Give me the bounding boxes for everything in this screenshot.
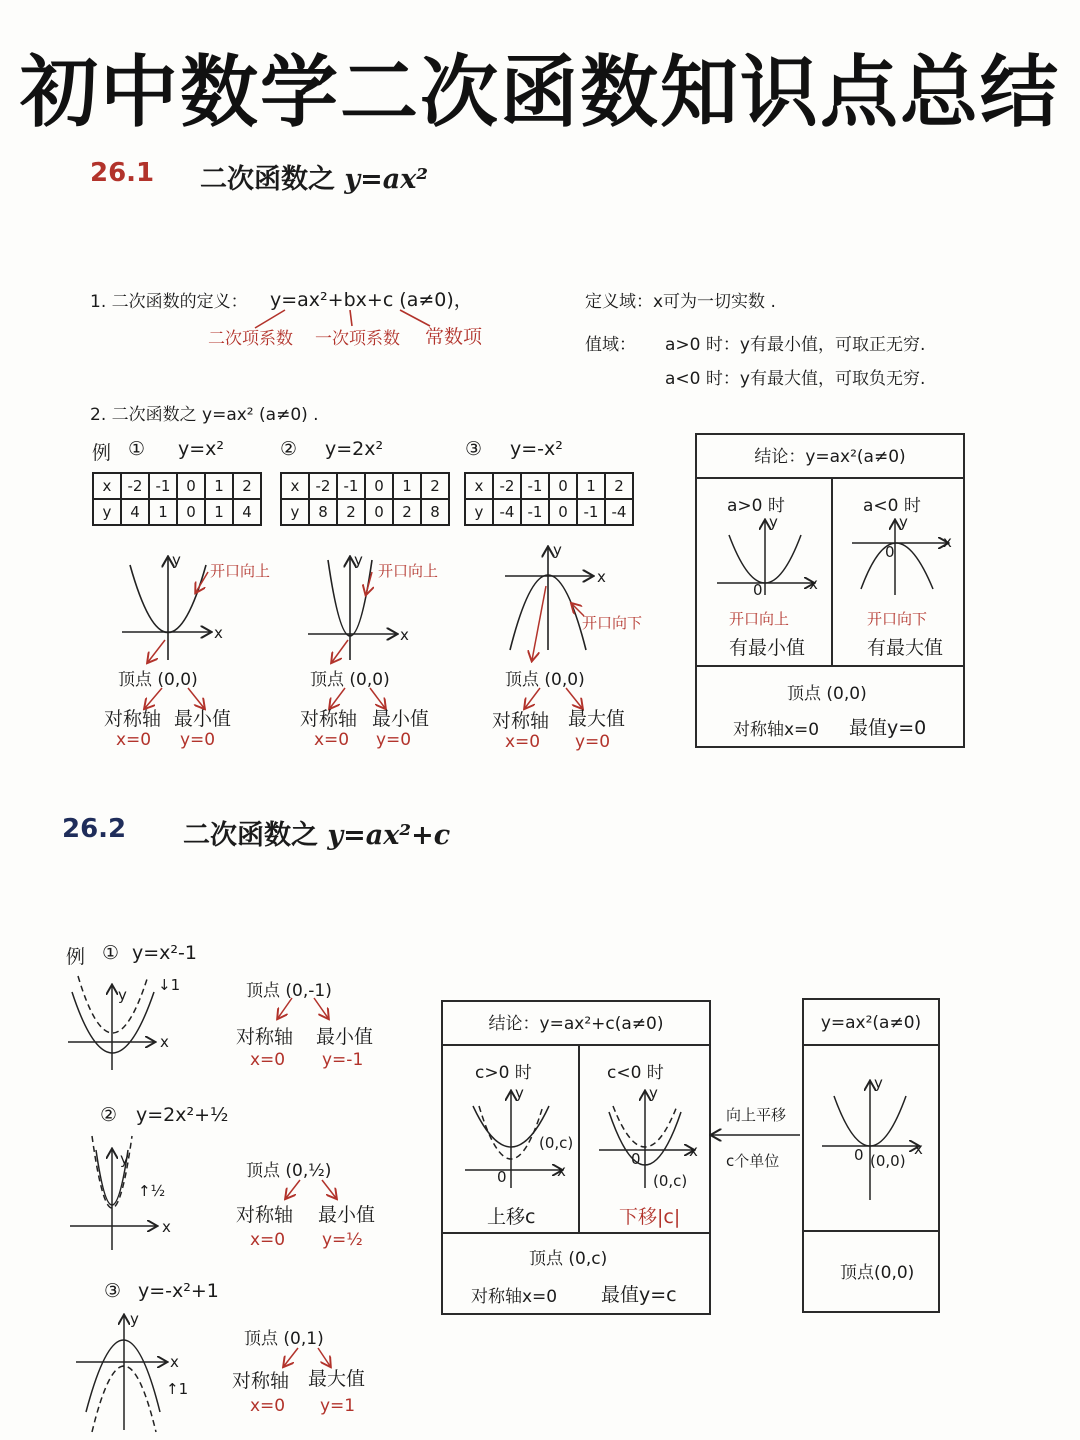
- y-label: y: [130, 1310, 139, 1328]
- graph3-x-label: x: [597, 568, 606, 586]
- conclusion-2-right-pt: (0,c): [653, 1172, 688, 1190]
- ex1-vertex: 顶点 (0,0): [118, 670, 198, 690]
- x-label: x: [809, 575, 818, 593]
- s2-ex2-ext-eq: y=½: [322, 1230, 363, 1250]
- s2-ex3-axis-eq: x=0: [250, 1396, 286, 1416]
- example-1-index: ①: [128, 438, 146, 460]
- graph2-open-label: 开口向上: [378, 562, 439, 580]
- s2-ex1-vertex: 顶点 (0,-1): [246, 981, 332, 1001]
- subsection-2: 2. 二次函数之 y=ax² (a≠0) .: [90, 405, 319, 425]
- example-label: 例: [92, 442, 112, 464]
- conclusion-1-right-ext: 有最大值: [867, 637, 944, 659]
- table-cell: 0: [549, 473, 577, 499]
- s2-ex1-func: y=x²-1: [132, 942, 197, 964]
- table-cell: -1: [337, 473, 365, 499]
- table-cell: 0: [177, 499, 205, 525]
- table-cell: 0: [365, 499, 393, 525]
- table-cell: x: [93, 473, 121, 499]
- conclusion-2-head: 结论：y=ax²+c(a≠0): [443, 1002, 709, 1046]
- table-cell: x: [465, 473, 493, 499]
- section-title-text: 二次函数之: [183, 820, 318, 851]
- graph1-y-label: y: [172, 551, 181, 569]
- section-title-math: y=ax²+c: [327, 820, 451, 851]
- x-label: x: [162, 1218, 171, 1236]
- conclusion-1-vertex: 顶点 (0,0): [787, 684, 867, 704]
- s2-ex1-index: ①: [102, 942, 120, 964]
- s2-ex3-axis: 对称轴: [232, 1370, 290, 1392]
- ex2-ext: 最小值: [372, 708, 430, 730]
- domain-text: 定义域：x可为一切实数 .: [585, 292, 776, 312]
- conclusion-2-right-cond: c<0 时: [607, 1063, 664, 1083]
- ex1-ext-eq: y=0: [180, 730, 216, 750]
- ex2-axis-eq: x=0: [314, 730, 350, 750]
- s2-ex3-vertex: 顶点 (0,1): [244, 1329, 324, 1349]
- example-3-index: ③: [465, 438, 483, 460]
- origin-label: 0: [753, 581, 763, 599]
- s2-example-label: 例: [66, 946, 86, 968]
- graph1-x-label: x: [214, 624, 223, 642]
- conclusion-2-left-pt: (0,c): [539, 1134, 574, 1152]
- table-cell: -2: [309, 473, 337, 499]
- conclusion-2-left-cond: c>0 时: [475, 1063, 532, 1083]
- table-cell: 2: [421, 473, 449, 499]
- conclusion-1-left-cond: a>0 时: [727, 496, 785, 516]
- x-label: x: [170, 1353, 179, 1371]
- s2-ex2-ext: 最小值: [318, 1204, 376, 1226]
- s2-ex2-shift: ↑½: [138, 1182, 166, 1200]
- graph3-open-label: 开口向下: [582, 614, 643, 632]
- s2-ex3-shift: ↑1: [166, 1380, 189, 1398]
- graph1-open-label: 开口向上: [210, 562, 271, 580]
- table-cell: 4: [233, 499, 261, 525]
- definition-formula: y=ax²+bx+c (a≠0)，: [270, 289, 473, 311]
- y-label: y: [899, 513, 908, 531]
- table-cell: -1: [521, 473, 549, 499]
- s2-ex1-axis-eq: x=0: [250, 1050, 286, 1070]
- x-label: x: [689, 1142, 698, 1160]
- term-linear-coef: 一次项系数: [315, 329, 400, 349]
- conclusion-2-right-move: 下移|c|: [619, 1206, 681, 1228]
- definition-label: 1. 二次函数的定义：: [90, 292, 248, 312]
- table-cell: 8: [421, 499, 449, 525]
- ex3-ext: 最大值: [568, 708, 626, 730]
- ex3-ext-eq: y=0: [575, 732, 611, 752]
- ex2-axis: 对称轴: [300, 708, 358, 730]
- table-cell: y: [465, 499, 493, 525]
- s2-ex2-index: ②: [100, 1104, 118, 1126]
- ex3-axis: 对称轴: [492, 710, 550, 732]
- table-cell: 2: [233, 473, 261, 499]
- conclusion-2-vertex: 顶点 (0,c): [529, 1249, 608, 1269]
- s2-ex3-func: y=-x²+1: [138, 1280, 219, 1302]
- range-positive: a>0 时：y有最小值，可取正无穷.: [665, 335, 926, 355]
- table-cell: 4: [121, 499, 149, 525]
- range-negative: a<0 时：y有最大值，可取负无穷.: [665, 369, 926, 389]
- section-title-text: 二次函数之: [200, 164, 335, 195]
- conclusion-1-ext: 最值y=0: [849, 717, 927, 739]
- ex3-vertex: 顶点 (0,0): [505, 670, 585, 690]
- table-cell: -2: [493, 473, 521, 499]
- origin-label: 0: [497, 1168, 507, 1186]
- y-label: y: [649, 1084, 658, 1102]
- table-cell: -1: [577, 499, 605, 525]
- example-3-func: y=-x²: [510, 438, 563, 460]
- term-quadratic-coef: 二次项系数: [208, 329, 293, 349]
- table-cell: 0: [365, 473, 393, 499]
- ex1-axis: 对称轴: [104, 708, 162, 730]
- y-label: y: [769, 513, 778, 531]
- table-cell: y: [93, 499, 121, 525]
- x-label: x: [914, 1140, 923, 1158]
- shift-note-2: c个单位: [726, 1152, 780, 1170]
- conclusion-1-right-cond: a<0 时: [863, 496, 921, 516]
- ex1-ext: 最小值: [174, 708, 232, 730]
- origin-label: 0: [854, 1146, 864, 1164]
- origin-label: 0: [885, 543, 895, 561]
- table-cell: 2: [605, 473, 633, 499]
- s2-ex1-ext: 最小值: [316, 1026, 374, 1048]
- y-label: y: [120, 1150, 129, 1168]
- s2-ex2-axis-eq: x=0: [250, 1230, 286, 1250]
- table-cell: x: [281, 473, 309, 499]
- shift-note-1: 向上平移: [726, 1106, 787, 1124]
- x-label: x: [557, 1162, 566, 1180]
- table-cell: 0: [549, 499, 577, 525]
- table-cell: -1: [521, 499, 549, 525]
- table-cell: 2: [393, 499, 421, 525]
- table-cell: -4: [605, 499, 633, 525]
- table-cell: -4: [493, 499, 521, 525]
- conclusion-2-ext: 最值y=c: [601, 1284, 677, 1306]
- table-cell: -2: [121, 473, 149, 499]
- conclusion-1-left-open: 开口向上: [729, 610, 790, 628]
- ex2-vertex: 顶点 (0,0): [310, 670, 390, 690]
- example-1-func: y=x²: [178, 438, 225, 460]
- table-cell: 1: [205, 499, 233, 525]
- page-title: 初中数学二次函数知识点总结: [19, 48, 1060, 138]
- conclusion-1-left-ext: 有最小值: [729, 637, 806, 659]
- s2-ex1-axis: 对称轴: [236, 1026, 294, 1048]
- s2-ex2-func: y=2x²+½: [136, 1104, 229, 1126]
- x-label: x: [943, 533, 952, 551]
- example-2-index: ②: [280, 438, 298, 460]
- graph2-x-label: x: [400, 626, 409, 644]
- origin-label: 0: [631, 1150, 641, 1168]
- base-box: [802, 998, 940, 1313]
- table-cell: 8: [309, 499, 337, 525]
- example-2-func: y=2x²: [325, 438, 384, 460]
- conclusion-1-head: 结论：y=ax²(a≠0): [697, 435, 963, 479]
- s2-ex3-index: ③: [104, 1280, 122, 1302]
- base-vertex: 顶点(0,0): [840, 1263, 915, 1283]
- term-constant: 常数项: [425, 326, 483, 348]
- section-title-math: y=ax²: [344, 164, 429, 195]
- ex3-axis-eq: x=0: [505, 732, 541, 752]
- conclusion-2-axis: 对称轴x=0: [471, 1287, 558, 1307]
- section-number-26-2: 26.2: [62, 814, 127, 844]
- y-label: y: [118, 986, 127, 1004]
- ex1-axis-eq: x=0: [116, 730, 152, 750]
- ex2-ext-eq: y=0: [376, 730, 412, 750]
- table-cell: -1: [149, 473, 177, 499]
- base-head: y=ax²(a≠0): [804, 1000, 938, 1046]
- s2-ex2-vertex: 顶点 (0,½): [246, 1161, 332, 1181]
- table-cell: 1: [577, 473, 605, 499]
- conclusion-1-right-open: 开口向下: [867, 610, 928, 628]
- graph2-y-label: y: [354, 551, 363, 569]
- s2-ex2-axis: 对称轴: [236, 1204, 294, 1226]
- s2-ex1-shift: ↓1: [158, 976, 181, 994]
- x-label: x: [160, 1033, 169, 1051]
- y-label: y: [515, 1084, 524, 1102]
- conclusion-2-left-move: 上移c: [487, 1206, 536, 1228]
- table-cell: 1: [205, 473, 233, 499]
- table-cell: 1: [149, 499, 177, 525]
- table-cell: 0: [177, 473, 205, 499]
- conclusion-1-axis: 对称轴x=0: [733, 720, 820, 740]
- s2-ex1-ext-eq: y=-1: [322, 1050, 364, 1070]
- graph3-y-label: y: [553, 541, 562, 559]
- y-label: y: [874, 1074, 883, 1092]
- range-label: 值域：: [585, 335, 636, 355]
- table-cell: 2: [337, 499, 365, 525]
- base-pt: (0,0): [870, 1152, 906, 1170]
- s2-ex3-ext: 最大值: [308, 1368, 366, 1390]
- s2-ex3-ext-eq: y=1: [320, 1396, 356, 1416]
- section-number-26-1: 26.1: [90, 158, 155, 188]
- table-cell: 1: [393, 473, 421, 499]
- table-cell: y: [281, 499, 309, 525]
